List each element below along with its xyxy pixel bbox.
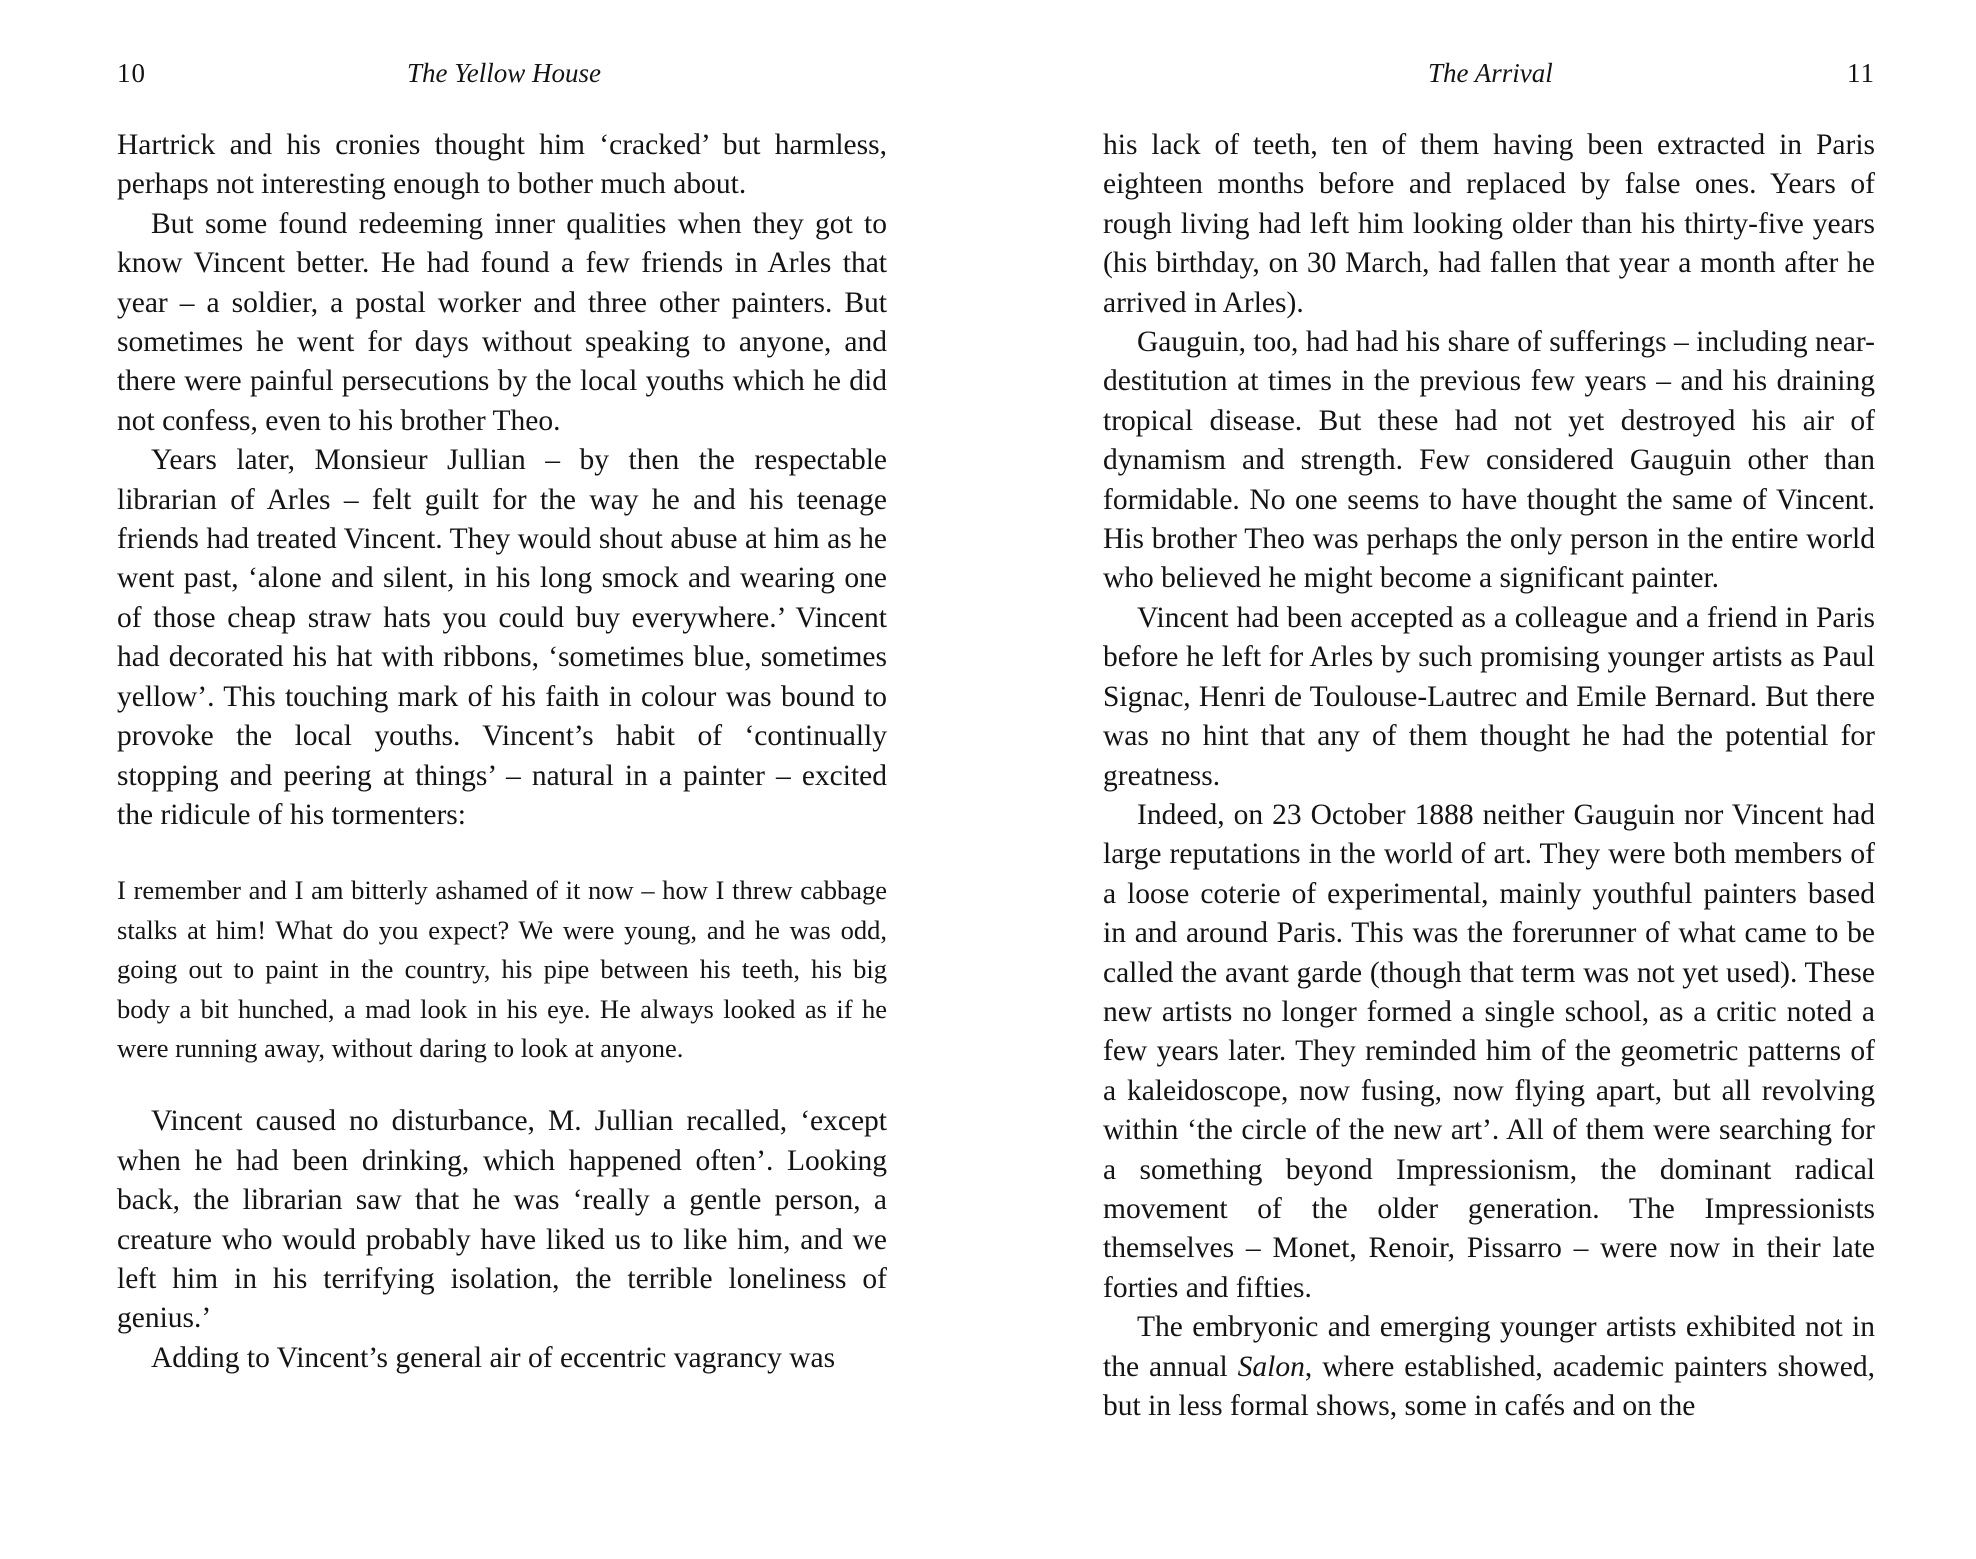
right-page-body [1103, 126, 1875, 1426]
paragraph: Vincent had been accepted as a colleague and a friend in Paris before he left for Arles by such promising younger artists as Paul Signac, Henri de Toulouse-Lautrec and Emile Bernard. But there was no hint that any of them thought he had the potential for greatness. [1103, 601, 1875, 792]
left-running-head [117, 58, 887, 98]
paragraph-text: The embryonic and emerging younger artists exhibited not in the annual [1103, 1311, 1875, 1383]
paragraph [1103, 1308, 1875, 1426]
paragraph: Indeed, on 23 October 1888 neither Gauguin nor Vincent had large reputations in the world of art. They were both members of a loose coterie of experimental, mainly youthful painters based in and around Paris. This was the forerunner of what came to be called the avant garde (though that term was not yet used). These new artists no longer formed a single school, as a critic noted a few years later. They reminded him of the geometric patterns of a kaleidoscope, now fusing, now flying apart, but all revolving within ‘the circle of the new art’. All of them were searching for a something beyond Impressionism, the dominant radical movement of the older generation. The Impressionists themselves – Monet, Renoir, Pissarro – were now in their late forties and fifties. [1103, 798, 1875, 1304]
block-quote: I remember and I am bitterly ashamed of it now – how I threw cabbage stalks at him! What do you expect? We were young, and he was odd, going out to paint in the country, his pipe between his teeth, his big body a bit hunched, a mad look in his eye. He always looked as if he were running away, without daring to look at anyone. [117, 875, 887, 1063]
paragraph: But some found redeeming inner qualities when they got to know Vincent better. He had found a few friends in Arles that year – a soldier, a postal worker and three other painters. But sometimes he went for days without speaking to anyone, and there were painful persecutions by the local youths which he did not confess, even to his brother Theo. [117, 207, 887, 437]
paragraph: his lack of teeth, ten of them having been extracted in Paris eighteen months before and replaced by false ones. Years of rough living had left him looking older than his thirty-five years (his birthday, on 30 March, had fallen that year a month after he arrived in Arles). [1103, 129, 1875, 319]
paragraph: Hartrick and his cronies thought him ‘cracked’ but harmless, perhaps not interesting enough to bother much about. [117, 129, 887, 201]
chapter-title: The Arrival [1428, 58, 1553, 88]
paragraph: Years later, Monsieur Jullian – by then the respectable librarian of Arles – felt guilt for the way he and his teenage friends had treated Vincent. They would shout abuse at him as he went past, ‘alone and silent, in his long smock and wearing one of those cheap straw hats you could buy everywhere.’ Vincent had decorated his hat with ribbons, ‘sometimes blue, sometimes yellow’. This touching mark of his faith in colour was bound to provoke the local youths. Vincent’s habit of ‘continually stopping and peering at things’ – natural in a painter – excited the ridicule of his tormenters: [117, 444, 887, 831]
left-page-body [117, 126, 887, 1378]
paragraph: Gauguin, too, had had his share of sufferings – including near-destitution at times in the previous few years – and his draining tropical disease. But these had not yet destroyed his air of dynamism and strength. Few considered Gauguin other than formidable. No one seems to have thought the same of Vincent. His brother Theo was perhaps the only person in the entire world who believed he might become a significant painter. [1103, 326, 1875, 595]
paragraph-text: , where established, academic painters showed, but in less formal shows, some in cafés and on the [1103, 1350, 1875, 1422]
paragraph: Adding to Vincent’s general air of eccentric vagrancy was [151, 1341, 836, 1374]
book-title: The Yellow House [407, 58, 602, 88]
right-running-head [1103, 58, 1875, 98]
salon-italic: Salon [1237, 1350, 1305, 1383]
page-number: 10 [117, 58, 146, 88]
page-number: 11 [1847, 58, 1875, 88]
paragraph: Vincent caused no disturbance, M. Jullian recalled, ‘except when he had been drinking, which happened often’. Looking back, the librarian saw that he was ‘really a gentle person, a creature who would probably have liked us to like him, and we left him in his terrifying isolation, the terrible loneliness of genius.’ [117, 1105, 887, 1335]
